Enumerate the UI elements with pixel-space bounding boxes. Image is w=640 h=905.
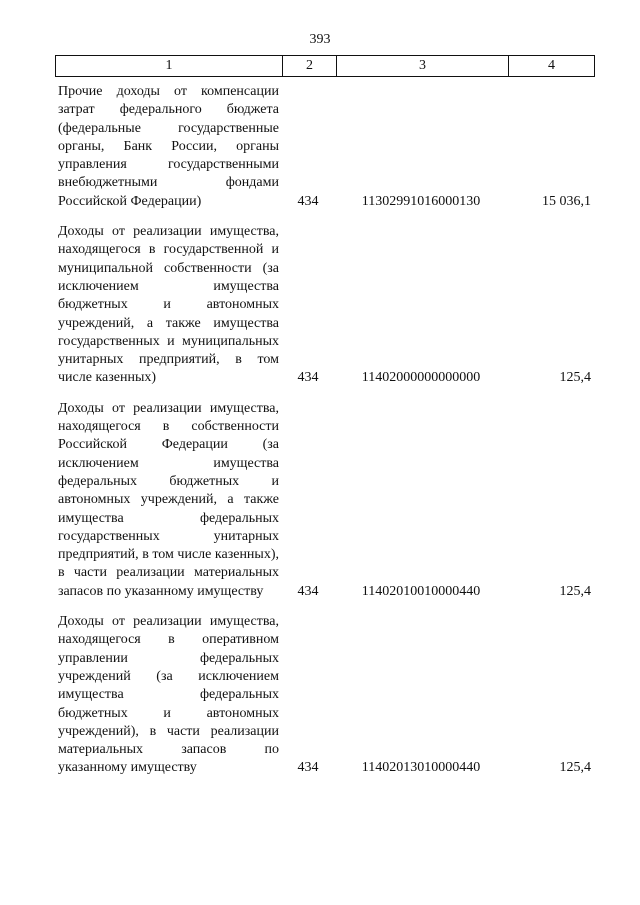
table-header-row: [55, 55, 595, 77]
table-row: [55, 83, 595, 211]
table-row: [55, 223, 595, 388]
row-amount: 15 036,1: [542, 193, 591, 209]
page-number: 393: [309, 32, 331, 47]
header-col-3: 3: [336, 56, 508, 76]
table-row: [55, 613, 595, 778]
header-col-4: 4: [508, 56, 594, 76]
row-budget-code: 11302991016000130: [361, 193, 481, 209]
row-admin-code: 434: [297, 583, 319, 599]
header-col-1: 1: [165, 58, 173, 73]
table-row: [55, 400, 595, 601]
row-description: Доходы от реализации имущества, находящегося в государственной и муниципальной собственности (за исключением имущества бюджетных и автономных учреждений, а также имущества государственных и муниципальных унитарных предприятий, в том числе казенных): [58, 224, 279, 386]
header-col-2: 2: [282, 56, 336, 76]
row-budget-code: 11402010010000440: [361, 583, 481, 599]
row-description: Доходы от реализации имущества, находящегося в собственности Российской Федерации (за исключением имущества федеральных бюджетных и автономных учреждений, а также имущества федеральных государственных унитарных предприятий, в том числе казенных), в части реализации материальных запасов по указанному имуществу: [58, 400, 279, 599]
row-budget-code: 11402000000000000: [361, 370, 481, 386]
row-amount: 125,4: [559, 370, 591, 386]
row-budget-code: 11402013010000440: [361, 760, 481, 776]
row-admin-code: 434: [297, 370, 319, 386]
table-body: [55, 83, 595, 778]
row-amount: 125,4: [559, 760, 591, 776]
row-amount: 125,4: [559, 583, 591, 599]
revenue-table: [55, 55, 595, 790]
row-description: Доходы от реализации имущества, находящегося в оперативном управлении федеральных учреждений (за исключением имущества федеральных бюджетных и автономных учреждений), в части реализации материальных запасов по указанному имуществу: [58, 614, 279, 776]
row-admin-code: 434: [297, 760, 319, 776]
row-description: Прочие доходы от компенсации затрат федерального бюджета (федеральные государственные органы, Банк России, органы управления государственными внебюджетными фондами Российской Федерации): [58, 84, 279, 209]
row-admin-code: 434: [297, 193, 319, 209]
